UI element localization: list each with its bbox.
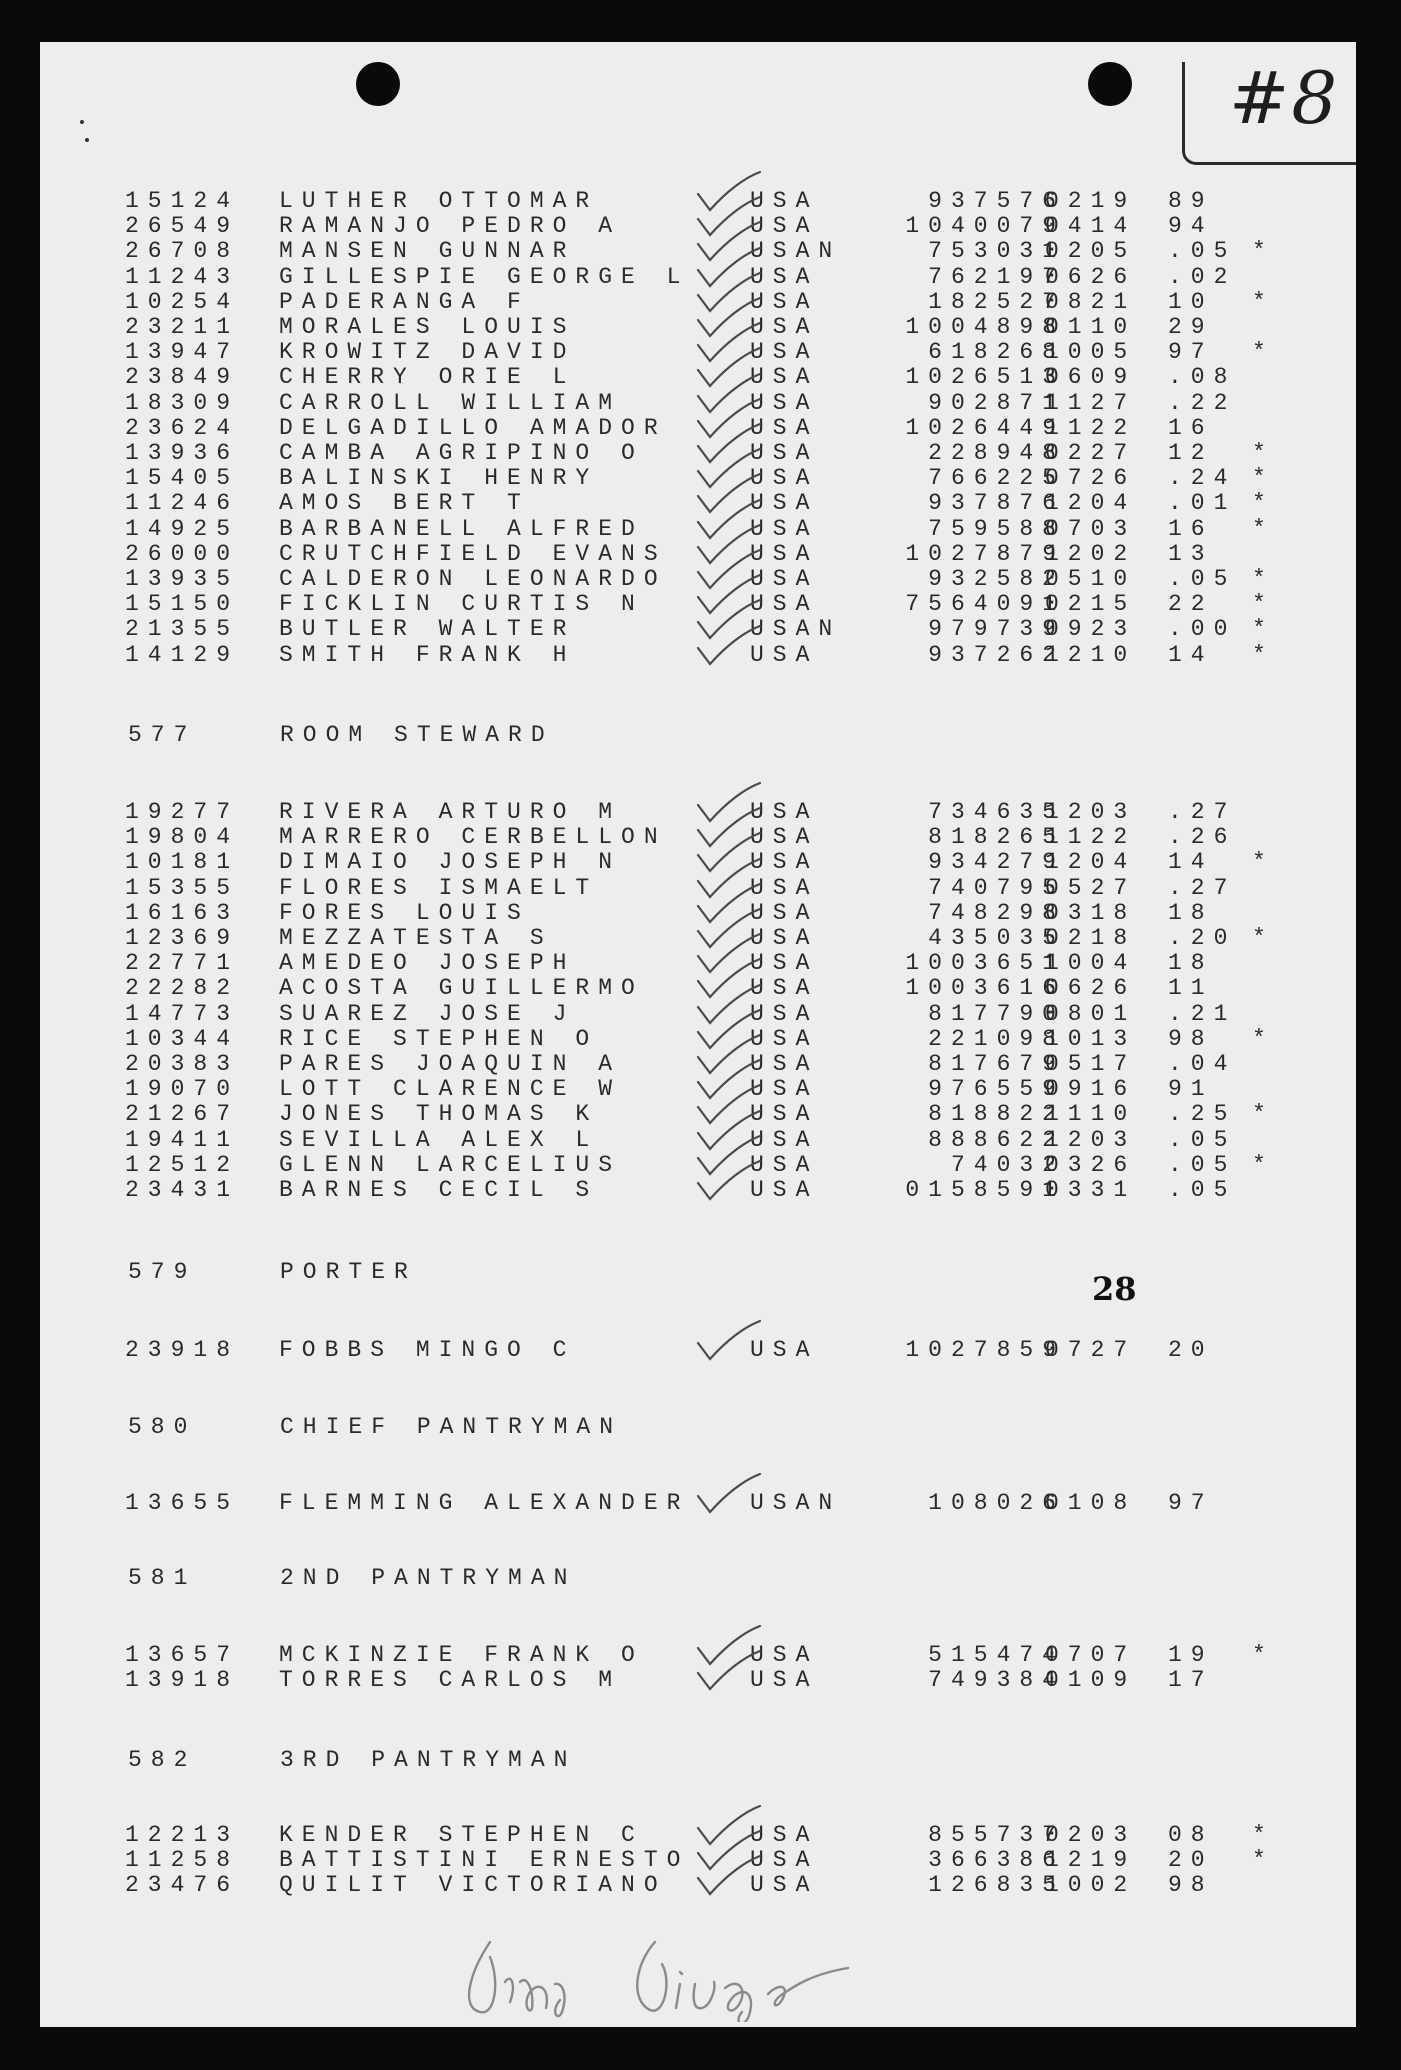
asterisk-mark: * — [1252, 1847, 1275, 1874]
crew-number: 10344 — [125, 1025, 240, 1052]
citizenship: USA — [750, 566, 819, 592]
citizenship: USA — [750, 1667, 819, 1694]
crew-number: 15405 — [125, 465, 240, 492]
code-digits: 13 — [1168, 540, 1214, 567]
citizenship: USA — [750, 188, 819, 214]
date-code: 0727 — [1045, 1337, 1137, 1363]
crew-number: 10254 — [125, 288, 240, 315]
crew-name: LOTT CLARENCE W — [279, 1076, 622, 1103]
citizenship: USA — [750, 1177, 819, 1203]
citizenship: USA — [750, 263, 819, 290]
citizenship: USA — [750, 1822, 819, 1848]
crew-name: MANSEN GUNNAR — [279, 238, 576, 265]
code-digits: 91 — [1168, 1076, 1214, 1103]
date-code: 0609 — [1045, 364, 1137, 391]
code-digits: 20 — [1168, 1847, 1214, 1874]
document-number: 1003651 — [905, 950, 1065, 977]
citizenship: USA — [750, 1076, 819, 1103]
date-code: 0414 — [1045, 213, 1137, 240]
crew-name: FORES LOUIS — [279, 899, 530, 926]
date-code: 1002 — [1045, 1872, 1137, 1899]
document-number: 221098 — [928, 1025, 1065, 1052]
document-number: 932582 — [928, 566, 1065, 592]
code-digits: .01 — [1168, 490, 1237, 517]
citizenship: USA — [750, 1051, 819, 1077]
document-number: 126835 — [928, 1872, 1065, 1899]
date-code: 0326 — [1045, 1151, 1137, 1178]
document-number: 818822 — [928, 1101, 1065, 1128]
crew-number: 23918 — [125, 1337, 240, 1363]
code-digits: .05 — [1168, 566, 1237, 592]
crew-number: 23849 — [125, 364, 240, 391]
section-code: 581 — [128, 1565, 197, 1591]
crew-name: DIMAIO JOSEPH N — [279, 849, 622, 876]
asterisk-mark: * — [1252, 440, 1275, 466]
crew-number: 15355 — [125, 874, 240, 901]
code-digits: 29 — [1168, 314, 1214, 340]
document-number: 766225 — [928, 465, 1065, 492]
document-number: 888622 — [928, 1126, 1065, 1153]
code-digits: 17 — [1168, 1667, 1214, 1694]
crew-name: SEVILLA ALEX L — [279, 1126, 599, 1153]
document-number: 1003616 — [905, 975, 1065, 1002]
crew-name: FICKLIN CURTIS N — [279, 591, 644, 618]
date-code: 0205 — [1045, 238, 1137, 265]
date-code: 1203 — [1045, 799, 1137, 825]
citizenship: USA — [750, 950, 819, 977]
section-title: 2ND PANTRYMAN — [280, 1565, 577, 1591]
punch-hole-right — [1088, 62, 1132, 106]
date-code: 1122 — [1045, 414, 1137, 441]
crew-name: QUILIT VICTORIANO — [279, 1872, 667, 1899]
crew-number: 11246 — [125, 490, 240, 517]
crew-name: BALINSKI HENRY — [279, 465, 599, 492]
citizenship: USA — [750, 1126, 819, 1153]
asterisk-mark: * — [1252, 641, 1275, 668]
code-digits: .02 — [1168, 263, 1237, 290]
crew-number: 26000 — [125, 540, 240, 567]
code-digits: .27 — [1168, 799, 1237, 825]
crew-name: GLENN LARCELIUS — [279, 1151, 622, 1178]
code-digits: .26 — [1168, 824, 1237, 851]
asterisk-mark: * — [1252, 490, 1275, 517]
crew-number: 14129 — [125, 641, 240, 668]
page-mark-text: #8 — [1229, 56, 1340, 140]
crew-number: 18309 — [125, 389, 240, 416]
citizenship: USA — [750, 824, 819, 851]
code-digits: 89 — [1168, 188, 1214, 214]
code-digits: 12 — [1168, 440, 1214, 466]
date-code: 0331 — [1045, 1177, 1137, 1203]
date-code: 1210 — [1045, 641, 1137, 668]
document-number: 937262 — [928, 641, 1065, 668]
crew-number: 14925 — [125, 515, 240, 542]
crew-number: 23476 — [125, 1872, 240, 1899]
code-digits: .05 — [1168, 1126, 1237, 1153]
crew-number: 26549 — [125, 213, 240, 240]
code-digits: 19 — [1168, 1642, 1214, 1668]
document-number: 1027879 — [905, 540, 1065, 567]
code-digits: 14 — [1168, 641, 1214, 668]
date-code: 1202 — [1045, 540, 1137, 567]
citizenship: USA — [750, 213, 819, 240]
date-code: 1203 — [1045, 1126, 1137, 1153]
asterisk-mark: * — [1252, 1642, 1275, 1668]
date-code: 0110 — [1045, 314, 1137, 340]
crew-name: BUTLER WALTER — [279, 616, 576, 643]
signature — [450, 1912, 1010, 2022]
date-code: 1005 — [1045, 339, 1137, 366]
date-code: 1204 — [1045, 849, 1137, 876]
document-number: 818265 — [928, 824, 1065, 851]
crew-name: PARES JOAQUIN A — [279, 1051, 622, 1077]
code-digits: 97 — [1168, 339, 1214, 366]
date-code: 0218 — [1045, 925, 1137, 951]
crew-number: 15124 — [125, 188, 240, 214]
crew-number: 23624 — [125, 414, 240, 441]
document-number: 0158591 — [905, 1177, 1065, 1203]
document-number: 937876 — [928, 490, 1065, 517]
crew-number: 19804 — [125, 824, 240, 851]
document-number: 855737 — [928, 1822, 1065, 1848]
crew-name: AMEDEO JOSEPH — [279, 950, 576, 977]
code-digits: .05 — [1168, 1151, 1237, 1178]
date-code: 1127 — [1045, 389, 1137, 416]
asterisk-mark: * — [1252, 465, 1275, 492]
document-number: 762197 — [928, 263, 1065, 290]
section-code: 580 — [128, 1414, 197, 1440]
citizenship: USA — [750, 339, 819, 366]
crew-name: FLORES ISMAELT — [279, 874, 599, 901]
crew-number: 12512 — [125, 1151, 240, 1178]
document-number: 740795 — [928, 874, 1065, 901]
citizenship: USA — [750, 849, 819, 876]
document-number: 759588 — [928, 515, 1065, 542]
document-number: 1026449 — [905, 414, 1065, 441]
crew-name: GILLESPIE GEORGE L — [279, 263, 690, 290]
crew-name: MCKINZIE FRANK O — [279, 1642, 644, 1668]
document-number: 74032 — [950, 1151, 1065, 1178]
date-code: 0801 — [1045, 1000, 1137, 1027]
citizenship: USA — [750, 1872, 819, 1899]
document-number: 1027859 — [905, 1337, 1065, 1363]
document-number: 182527 — [928, 288, 1065, 315]
document-number: 435035 — [928, 925, 1065, 951]
document-number: 366386 — [928, 1847, 1065, 1874]
code-digits: .24 — [1168, 465, 1237, 492]
citizenship: USA — [750, 465, 819, 492]
code-digits: .05 — [1168, 238, 1237, 265]
document-number: 1004898 — [905, 314, 1065, 340]
citizenship: USA — [750, 591, 819, 618]
document-number: 748298 — [928, 899, 1065, 926]
citizenship: USA — [750, 1847, 819, 1874]
code-digits: .04 — [1168, 1051, 1237, 1077]
citizenship: USA — [750, 440, 819, 466]
crew-name: MORALES LOUIS — [279, 314, 576, 340]
section-code: 577 — [128, 722, 197, 748]
crew-number: 14773 — [125, 1000, 240, 1027]
check-mark-icon — [690, 1854, 764, 1902]
code-digits: 98 — [1168, 1872, 1214, 1899]
citizenship: USAN — [750, 616, 842, 643]
crew-number: 13657 — [125, 1642, 240, 1668]
crew-number: 20383 — [125, 1051, 240, 1077]
code-digits: 14 — [1168, 849, 1214, 876]
check-mark-icon — [690, 1472, 764, 1520]
crew-number: 10181 — [125, 849, 240, 876]
crew-name: MARRERO CERBELLON — [279, 824, 667, 851]
asterisk-mark: * — [1252, 616, 1275, 643]
code-digits: 16 — [1168, 414, 1214, 441]
date-code: 0626 — [1045, 263, 1137, 290]
code-digits: .27 — [1168, 874, 1237, 901]
citizenship: USAN — [750, 238, 842, 265]
citizenship: USA — [750, 799, 819, 825]
crew-name: SMITH FRANK H — [279, 641, 576, 668]
citizenship: USA — [750, 1101, 819, 1128]
asterisk-mark: * — [1252, 1822, 1275, 1848]
document-number: 934279 — [928, 849, 1065, 876]
document-number: 753031 — [928, 238, 1065, 265]
date-code: 0108 — [1045, 1490, 1137, 1516]
check-mark-icon — [690, 1649, 764, 1697]
date-code: 1110 — [1045, 1101, 1137, 1128]
crew-name: AMOS BERT T — [279, 490, 530, 517]
citizenship: USA — [750, 1000, 819, 1027]
crew-number: 13935 — [125, 566, 240, 592]
asterisk-mark: * — [1252, 925, 1275, 951]
crew-number: 13918 — [125, 1667, 240, 1694]
crew-name: KENDER STEPHEN C — [279, 1822, 644, 1848]
code-digits: 16 — [1168, 515, 1214, 542]
document-number: 228948 — [928, 440, 1065, 466]
date-code: 0707 — [1045, 1642, 1137, 1668]
date-code: 0219 — [1045, 188, 1137, 214]
date-code: 0626 — [1045, 975, 1137, 1002]
citizenship: USA — [750, 364, 819, 391]
crew-number: 13947 — [125, 339, 240, 366]
crew-number: 22282 — [125, 975, 240, 1002]
date-code: 0923 — [1045, 616, 1137, 643]
asterisk-mark: * — [1252, 566, 1275, 592]
document-number: 1026513 — [905, 364, 1065, 391]
citizenship: USA — [750, 874, 819, 901]
crew-number: 11243 — [125, 263, 240, 290]
crew-name: SUAREZ JOSE J — [279, 1000, 576, 1027]
citizenship: USA — [750, 925, 819, 951]
manifest-sheet — [40, 42, 1356, 2027]
document-number: 749384 — [928, 1667, 1065, 1694]
code-digits: .00 — [1168, 616, 1237, 643]
date-code: 1013 — [1045, 1025, 1137, 1052]
asterisk-mark: * — [1252, 849, 1275, 876]
citizenship: USA — [750, 1642, 819, 1668]
date-code: 0517 — [1045, 1051, 1137, 1077]
document-number: 7564091 — [905, 591, 1065, 618]
document-number: 937576 — [928, 188, 1065, 214]
citizenship: USA — [750, 288, 819, 315]
date-code: 1219 — [1045, 1847, 1137, 1874]
document-number: 902871 — [928, 389, 1065, 416]
crew-number: 26708 — [125, 238, 240, 265]
speck — [80, 120, 84, 124]
crew-name: BATTISTINI ERNESTO — [279, 1847, 690, 1874]
crew-name: TORRES CARLOS M — [279, 1667, 622, 1694]
code-digits: .08 — [1168, 364, 1237, 391]
citizenship: USA — [750, 1025, 819, 1052]
citizenship: USA — [750, 414, 819, 441]
check-mark-icon — [690, 624, 764, 672]
code-digits: 08 — [1168, 1822, 1214, 1848]
citizenship: USA — [750, 641, 819, 668]
citizenship: USA — [750, 389, 819, 416]
document-number: 108026 — [928, 1490, 1065, 1516]
asterisk-mark: * — [1252, 515, 1275, 542]
citizenship: USA — [750, 1151, 819, 1178]
citizenship: USA — [750, 515, 819, 542]
crew-name: FOBBS MINGO C — [279, 1337, 576, 1363]
crew-name: FLEMMING ALEXANDER — [279, 1490, 690, 1516]
crew-number: 23431 — [125, 1177, 240, 1203]
date-code: 0203 — [1045, 1822, 1137, 1848]
speck — [85, 138, 89, 142]
date-code: 0215 — [1045, 591, 1137, 618]
asterisk-mark: * — [1252, 339, 1275, 366]
crew-number: 12213 — [125, 1822, 240, 1848]
document-number: 515474 — [928, 1642, 1065, 1668]
document-number: 976559 — [928, 1076, 1065, 1103]
asterisk-mark: * — [1252, 1101, 1275, 1128]
code-digits: .25 — [1168, 1101, 1237, 1128]
code-digits: 98 — [1168, 1025, 1214, 1052]
crew-name: CAMBA AGRIPINO O — [279, 440, 644, 466]
crew-number: 19277 — [125, 799, 240, 825]
crew-number: 15150 — [125, 591, 240, 618]
code-digits: 94 — [1168, 213, 1214, 240]
crew-name: DELGADILLO AMADOR — [279, 414, 667, 441]
crew-name: ACOSTA GUILLERMO — [279, 975, 644, 1002]
date-code: 0821 — [1045, 288, 1137, 315]
crew-name: RICE STEPHEN O — [279, 1025, 599, 1052]
crew-number: 19070 — [125, 1076, 240, 1103]
date-code: 0318 — [1045, 899, 1137, 926]
date-code: 0510 — [1045, 566, 1137, 592]
citizenship: USA — [750, 314, 819, 340]
document-number: 817790 — [928, 1000, 1065, 1027]
crew-number: 22771 — [125, 950, 240, 977]
code-digits: 11 — [1168, 975, 1214, 1002]
date-code: 0726 — [1045, 465, 1137, 492]
document-number: 979739 — [928, 616, 1065, 643]
crew-number: 13936 — [125, 440, 240, 466]
crew-name: MEZZATESTA S — [279, 925, 553, 951]
citizenship: USA — [750, 540, 819, 567]
punch-hole-left — [356, 62, 400, 106]
crew-number: 21355 — [125, 616, 240, 643]
crew-name: BARBANELL ALFRED — [279, 515, 644, 542]
crew-name: CHERRY ORIE L — [279, 364, 576, 391]
code-digits: 22 — [1168, 591, 1214, 618]
crew-number: 13655 — [125, 1490, 240, 1516]
code-digits: .05 — [1168, 1177, 1237, 1203]
code-digits: .22 — [1168, 389, 1237, 416]
crew-name: RAMANJO PEDRO A — [279, 213, 622, 240]
crew-name: CRUTCHFIELD EVANS — [279, 540, 667, 567]
date-code: 1004 — [1045, 950, 1137, 977]
section-title: PORTER — [280, 1259, 417, 1285]
check-mark-icon — [690, 1319, 764, 1367]
page-mark-box — [1182, 56, 1356, 165]
code-digits: 20 — [1168, 1337, 1214, 1363]
asterisk-mark: * — [1252, 1151, 1275, 1178]
code-digits: 18 — [1168, 950, 1214, 977]
date-code: 0916 — [1045, 1076, 1137, 1103]
crew-number: 16163 — [125, 899, 240, 926]
section-code: 582 — [128, 1747, 197, 1773]
asterisk-mark: * — [1252, 288, 1275, 315]
document-number: 734635 — [928, 799, 1065, 825]
code-digits: .21 — [1168, 1000, 1237, 1027]
crew-number: 19411 — [125, 1126, 240, 1153]
citizenship: USA — [750, 1337, 819, 1363]
crew-name: CALDERON LEONARDO — [279, 566, 667, 592]
asterisk-mark: * — [1252, 1025, 1275, 1052]
code-digits: 97 — [1168, 1490, 1214, 1516]
crew-name: PADERANGA F — [279, 288, 530, 315]
document-number: 1040079 — [905, 213, 1065, 240]
crew-number: 11258 — [125, 1847, 240, 1874]
crew-number: 21267 — [125, 1101, 240, 1128]
section-title: 3RD PANTRYMAN — [280, 1747, 577, 1773]
date-code: 0527 — [1045, 874, 1137, 901]
date-code: 0109 — [1045, 1667, 1137, 1694]
citizenship: USA — [750, 490, 819, 517]
citizenship: USAN — [750, 1490, 842, 1516]
crew-name: JONES THOMAS K — [279, 1101, 599, 1128]
section-code: 579 — [128, 1259, 197, 1285]
citizenship: USA — [750, 975, 819, 1002]
asterisk-mark: * — [1252, 591, 1275, 618]
citizenship: USA — [750, 899, 819, 926]
section-title: CHIEF PANTRYMAN — [280, 1414, 623, 1440]
section-title: ROOM STEWARD — [280, 722, 554, 748]
code-digits: 18 — [1168, 899, 1214, 926]
document-number: 618268 — [928, 339, 1065, 366]
asterisk-mark: * — [1252, 238, 1275, 265]
crew-number: 12369 — [125, 925, 240, 951]
date-code: 1204 — [1045, 490, 1137, 517]
crew-number: 23211 — [125, 314, 240, 340]
code-digits: .20 — [1168, 925, 1237, 951]
date-code: 1122 — [1045, 824, 1137, 851]
check-mark-icon — [690, 1159, 764, 1207]
code-digits: 10 — [1168, 288, 1214, 315]
crew-name: BARNES CECIL S — [279, 1177, 599, 1203]
crew-name: RIVERA ARTURO M — [279, 799, 622, 825]
crew-name: LUTHER OTTOMAR — [279, 188, 599, 214]
crew-name: CARROLL WILLIAM — [279, 389, 622, 416]
folio-number: 28 — [1092, 1270, 1137, 1308]
document-number: 817679 — [928, 1051, 1065, 1077]
date-code: 0703 — [1045, 515, 1137, 542]
crew-name: KROWITZ DAVID — [279, 339, 576, 366]
date-code: 0227 — [1045, 440, 1137, 466]
